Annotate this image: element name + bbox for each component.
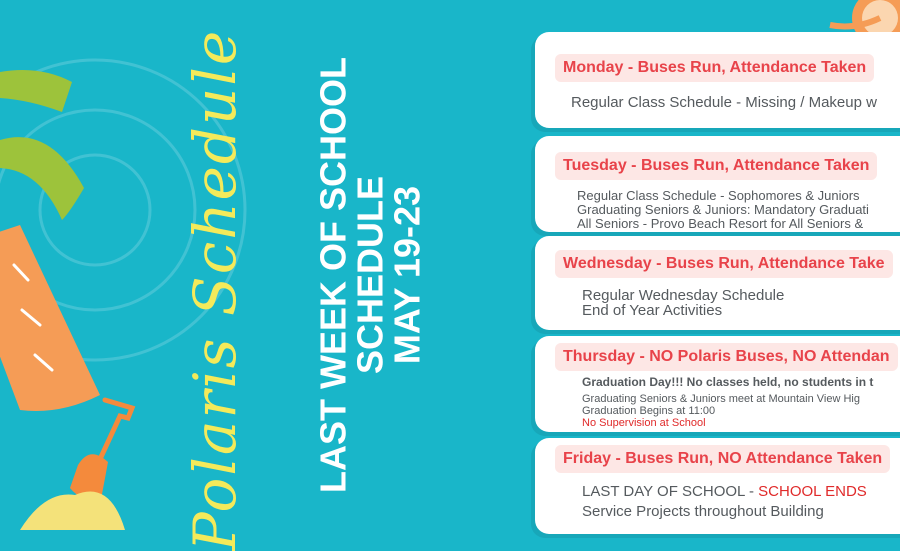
monday-line-1: Regular Class Schedule - Missing / Makeup w: [571, 94, 877, 111]
thursday-line-2: Graduating Seniors & Juniors meet at Mountain View Hig: [582, 393, 860, 405]
friday-heading: Friday - Buses Run, NO Attendance Taken: [555, 445, 890, 473]
friday-line-1: [582, 484, 867, 500]
tuesday-line-1: Regular Class Schedule - Sophomores & Juniors: [577, 188, 860, 203]
title-line-1: LAST WEEK OF SCHOOL: [312, 57, 354, 493]
friday-card: [535, 438, 900, 534]
school-ends-highlight: SCHOOL ENDS: [758, 483, 867, 500]
sand-shovel-icon: [70, 400, 132, 505]
carrot-icon: [0, 225, 100, 411]
monday-card: [535, 32, 900, 128]
sand-pile-icon: [20, 492, 125, 530]
friday-line-1-prefix: LAST DAY OF SCHOOL -: [582, 483, 759, 500]
wednesday-heading: Wednesday - Buses Run, Attendance Take: [555, 250, 893, 278]
tuesday-card: [535, 136, 900, 232]
tuesday-line-2: Graduating Seniors & Juniors: Mandatory Graduati: [577, 202, 869, 217]
thursday-heading: Thursday - NO Polaris Buses, NO Attendan: [555, 343, 898, 371]
script-title: Polaris Schedule: [181, 28, 249, 551]
friday-line-2: Service Projects throughout Building: [582, 503, 824, 520]
thursday-line-3: Graduation Begins at 11:00: [582, 405, 716, 417]
wednesday-card: [535, 236, 900, 330]
tuesday-line-3: All Seniors - Provo Beach Resort for All Seniors &: [577, 216, 864, 231]
tuesday-heading: Tuesday - Buses Run, Attendance Taken: [555, 152, 877, 180]
monday-heading: Monday - Buses Run, Attendance Taken: [555, 54, 874, 82]
title-line-3: MAY 19-23: [386, 185, 428, 365]
thursday-line-1: Graduation Day!!! No classes held, no students in t: [582, 375, 874, 389]
wednesday-line-1: Regular Wednesday Schedule: [582, 287, 785, 304]
wednesday-line-2: End of Year Activities: [582, 302, 723, 319]
title-line-2: SCHEDULE: [349, 175, 391, 375]
page-title: [312, 57, 428, 493]
thursday-line-4: No Supervision at School: [582, 417, 706, 429]
thursday-card: [535, 336, 900, 432]
